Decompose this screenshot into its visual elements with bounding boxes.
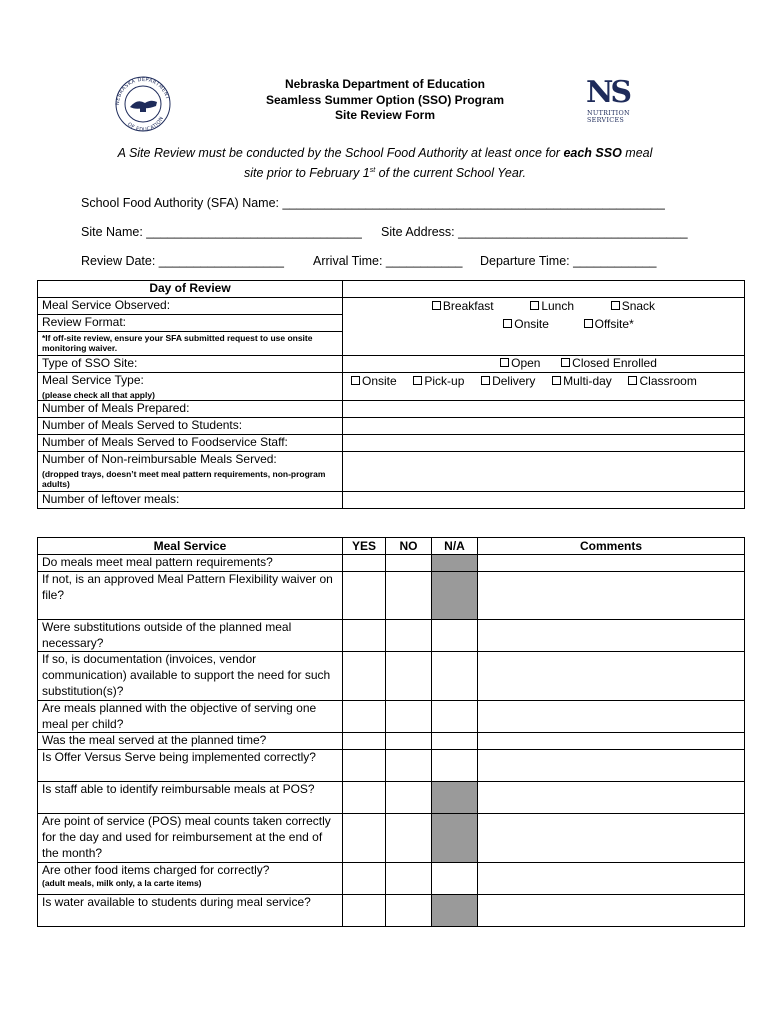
onsite-type-checkbox[interactable]: Onsite xyxy=(351,374,397,388)
question-text: Were substitutions outside of the planned meal necessary? xyxy=(42,619,292,650)
served-staff-input[interactable] xyxy=(343,435,745,452)
day-of-review-header: Day of Review xyxy=(38,281,343,298)
arrival-time-field[interactable]: Arrival Time: ___________ xyxy=(313,254,463,268)
open-site-checkbox[interactable]: Open xyxy=(500,356,540,370)
question-text: Is staff able to identify reimbursable meals at POS? xyxy=(42,782,315,797)
non-reimbursable-label: Number of Non-reimbursable Meals Served: xyxy=(42,452,277,466)
no-cell[interactable] xyxy=(386,894,432,926)
question-text: Are meals planned with the objective of serving one meal per child? xyxy=(42,700,317,731)
leftover-meals-label: Number of leftover meals: xyxy=(38,492,343,509)
pickup-type-checkbox[interactable]: Pick-up xyxy=(413,374,464,388)
table-row xyxy=(38,750,745,782)
no-cell[interactable] xyxy=(386,750,432,782)
closed-enrolled-checkbox[interactable]: Closed Enrolled xyxy=(561,356,657,370)
yes-cell[interactable] xyxy=(343,571,386,619)
meal-service-type-cell xyxy=(38,373,343,401)
snack-checkbox[interactable]: Snack xyxy=(611,299,655,313)
breakfast-checkbox[interactable]: Breakfast xyxy=(432,299,494,313)
question-text: Is Offer Versus Serve being implemented correctly? xyxy=(42,750,316,765)
review-date-field[interactable]: Review Date: __________________ xyxy=(81,254,284,268)
meal-service-table xyxy=(37,537,745,927)
comments-cell[interactable] xyxy=(478,700,745,733)
checkbox-icon xyxy=(413,376,422,385)
yes-cell[interactable] xyxy=(343,733,386,750)
checkbox-icon xyxy=(351,376,360,385)
site-address-field[interactable]: Site Address: _________________________________ xyxy=(381,225,688,239)
question-cell xyxy=(38,555,343,572)
na-cell xyxy=(432,571,478,619)
comments-cell[interactable] xyxy=(478,733,745,750)
question-cell xyxy=(38,652,343,700)
no-cell[interactable] xyxy=(386,555,432,572)
question-text: If not, is an approved Meal Pattern Flexibility waiver on file? xyxy=(42,571,333,602)
na-cell[interactable] xyxy=(432,733,478,750)
na-cell[interactable] xyxy=(432,619,478,652)
meals-prepared-label: Number of Meals Prepared: xyxy=(38,401,343,418)
question-text: Are point of service (POS) meal counts taken correctly for the day and used for reimbursement at the end of the month? xyxy=(42,814,331,860)
no-cell[interactable] xyxy=(386,652,432,700)
comments-cell[interactable] xyxy=(478,555,745,572)
question-cell xyxy=(38,814,343,862)
non-reimbursable-cell xyxy=(38,452,343,492)
comments-cell[interactable] xyxy=(478,750,745,782)
served-students-label: Number of Meals Served to Students: xyxy=(38,418,343,435)
svg-text:NEBRASKA DEPARTMENT: NEBRASKA DEPARTMENT xyxy=(114,76,171,106)
onsite-format-checkbox[interactable]: Onsite xyxy=(503,317,549,331)
leftover-meals-input[interactable] xyxy=(343,492,745,509)
no-cell[interactable] xyxy=(386,862,432,894)
table-row xyxy=(38,894,745,926)
yes-cell[interactable] xyxy=(343,862,386,894)
na-cell[interactable] xyxy=(432,862,478,894)
comments-cell[interactable] xyxy=(478,782,745,814)
no-header: NO xyxy=(386,538,432,555)
comments-cell[interactable] xyxy=(478,894,745,926)
no-cell[interactable] xyxy=(386,571,432,619)
na-cell[interactable] xyxy=(432,700,478,733)
site-name-field[interactable]: Site Name: _______________________________ xyxy=(81,225,362,239)
question-cell xyxy=(38,894,343,926)
day-of-review-header-blank xyxy=(343,281,745,298)
delivery-type-checkbox[interactable]: Delivery xyxy=(481,374,535,388)
checkbox-icon xyxy=(561,358,570,367)
question-text: Is water available to students during meal service? xyxy=(42,894,311,909)
sfa-name-field[interactable]: School Food Authority (SFA) Name: _______________________________________________________ xyxy=(81,196,665,210)
form-title: Site Review Form xyxy=(334,108,436,122)
na-cell xyxy=(432,782,478,814)
na-cell xyxy=(432,894,478,926)
multi-day-type-checkbox[interactable]: Multi-day xyxy=(552,374,612,388)
no-cell[interactable] xyxy=(386,814,432,862)
comments-cell[interactable] xyxy=(478,814,745,862)
program-title: Seamless Summer Option (SSO) Program xyxy=(265,93,505,107)
yes-cell[interactable] xyxy=(343,555,386,572)
checkbox-icon xyxy=(500,358,509,367)
classroom-type-checkbox[interactable]: Classroom xyxy=(628,374,696,388)
checkbox-icon xyxy=(552,376,561,385)
na-cell xyxy=(432,555,478,572)
checkbox-icon xyxy=(584,319,593,328)
question-text: If so, is documentation (invoices, vendor communication) available to support the need for such substitution(s)? xyxy=(42,652,331,698)
table-row xyxy=(38,814,745,862)
type-of-sso-site-label: Type of SSO Site: xyxy=(38,356,343,373)
meal-service-rows xyxy=(38,555,745,927)
yes-cell[interactable] xyxy=(343,814,386,862)
na-cell[interactable] xyxy=(432,750,478,782)
departure-time-field[interactable]: Departure Time: ____________ xyxy=(480,254,657,268)
yes-header: YES xyxy=(343,538,386,555)
table-row xyxy=(38,862,745,894)
yes-cell[interactable] xyxy=(343,750,386,782)
intro-text: A Site Review must be conducted by the School Food Authority at least once for each SSO meal site prior to February 1st of the current School Year. xyxy=(117,146,653,181)
question-text: Was the meal served at the planned time? xyxy=(42,733,267,748)
checkbox-icon xyxy=(503,319,512,328)
question-cell xyxy=(38,700,343,733)
checkbox-icon xyxy=(432,301,441,310)
question-cell xyxy=(38,571,343,619)
question-cell xyxy=(38,733,343,750)
meals-prepared-input[interactable] xyxy=(343,401,745,418)
yes-cell[interactable] xyxy=(343,652,386,700)
comments-header: Comments xyxy=(478,538,745,555)
no-cell[interactable] xyxy=(386,619,432,652)
non-reimbursable-input[interactable] xyxy=(343,452,745,492)
checkbox-icon xyxy=(481,376,490,385)
yes-cell[interactable] xyxy=(343,619,386,652)
table-row xyxy=(38,555,745,572)
question-note: (adult meals, milk only, a la carte items) xyxy=(42,878,202,889)
comments-cell[interactable] xyxy=(478,862,745,894)
comments-cell[interactable] xyxy=(478,652,745,700)
question-cell xyxy=(38,619,343,652)
yes-cell[interactable] xyxy=(343,700,386,733)
checkbox-icon xyxy=(611,301,620,310)
meal-service-observed-label: Meal Service Observed: xyxy=(38,298,343,315)
department-title: Nebraska Department of Education xyxy=(284,77,486,91)
site-type-options xyxy=(343,356,745,373)
day-of-review-table xyxy=(37,280,745,509)
comments-cell[interactable] xyxy=(478,571,745,619)
question-cell xyxy=(38,782,343,814)
lunch-checkbox[interactable]: Lunch xyxy=(530,299,574,313)
no-cell[interactable] xyxy=(386,733,432,750)
na-cell[interactable] xyxy=(432,652,478,700)
yes-cell[interactable] xyxy=(343,894,386,926)
offsite-format-checkbox[interactable]: Offsite* xyxy=(584,317,634,331)
served-students-input[interactable] xyxy=(343,418,745,435)
meal-service-header: Meal Service xyxy=(38,538,343,555)
table-row xyxy=(38,571,745,619)
ns-logo-letters: NS xyxy=(586,75,630,110)
table-row xyxy=(38,619,745,652)
no-cell[interactable] xyxy=(386,782,432,814)
check-all-note: (please check all that apply) xyxy=(42,390,155,400)
na-header: N/A xyxy=(432,538,478,555)
ns-logo-subtitle: NUTRITION SERVICES xyxy=(587,109,630,124)
table-row xyxy=(38,782,745,814)
meal-service-type-options xyxy=(343,373,745,401)
question-cell xyxy=(38,750,343,782)
meal-service-type-label: Meal Service Type: xyxy=(42,373,144,387)
comments-cell[interactable] xyxy=(478,619,745,652)
yes-cell[interactable] xyxy=(343,782,386,814)
table-row xyxy=(38,700,745,733)
table-row xyxy=(38,733,745,750)
question-text: Are other food items charged for correctly? xyxy=(42,862,270,877)
checkbox-icon xyxy=(628,376,637,385)
non-reimbursable-note: (dropped trays, doesn’t meet meal pattern requirements, non-program adults) xyxy=(42,469,326,489)
question-cell xyxy=(38,862,343,894)
review-format-label: Review Format: xyxy=(38,315,343,332)
served-staff-label: Number of Meals Served to Foodservice Staff: xyxy=(38,435,343,452)
offsite-review-note: *If off-site review, ensure your SFA submitted request to use onsite monitoring waiver. xyxy=(38,332,343,356)
table-row xyxy=(38,652,745,700)
na-cell xyxy=(432,814,478,862)
nebraska-department-of-education-seal-logo xyxy=(110,76,176,132)
observed-and-format-options xyxy=(343,298,745,356)
no-cell[interactable] xyxy=(386,700,432,733)
svg-text:OF EDUCATION: OF EDUCATION xyxy=(126,115,166,132)
checkbox-icon xyxy=(530,301,539,310)
nutrition-services-logo xyxy=(586,75,636,128)
question-text: Do meals meet meal pattern requirements? xyxy=(42,555,273,569)
